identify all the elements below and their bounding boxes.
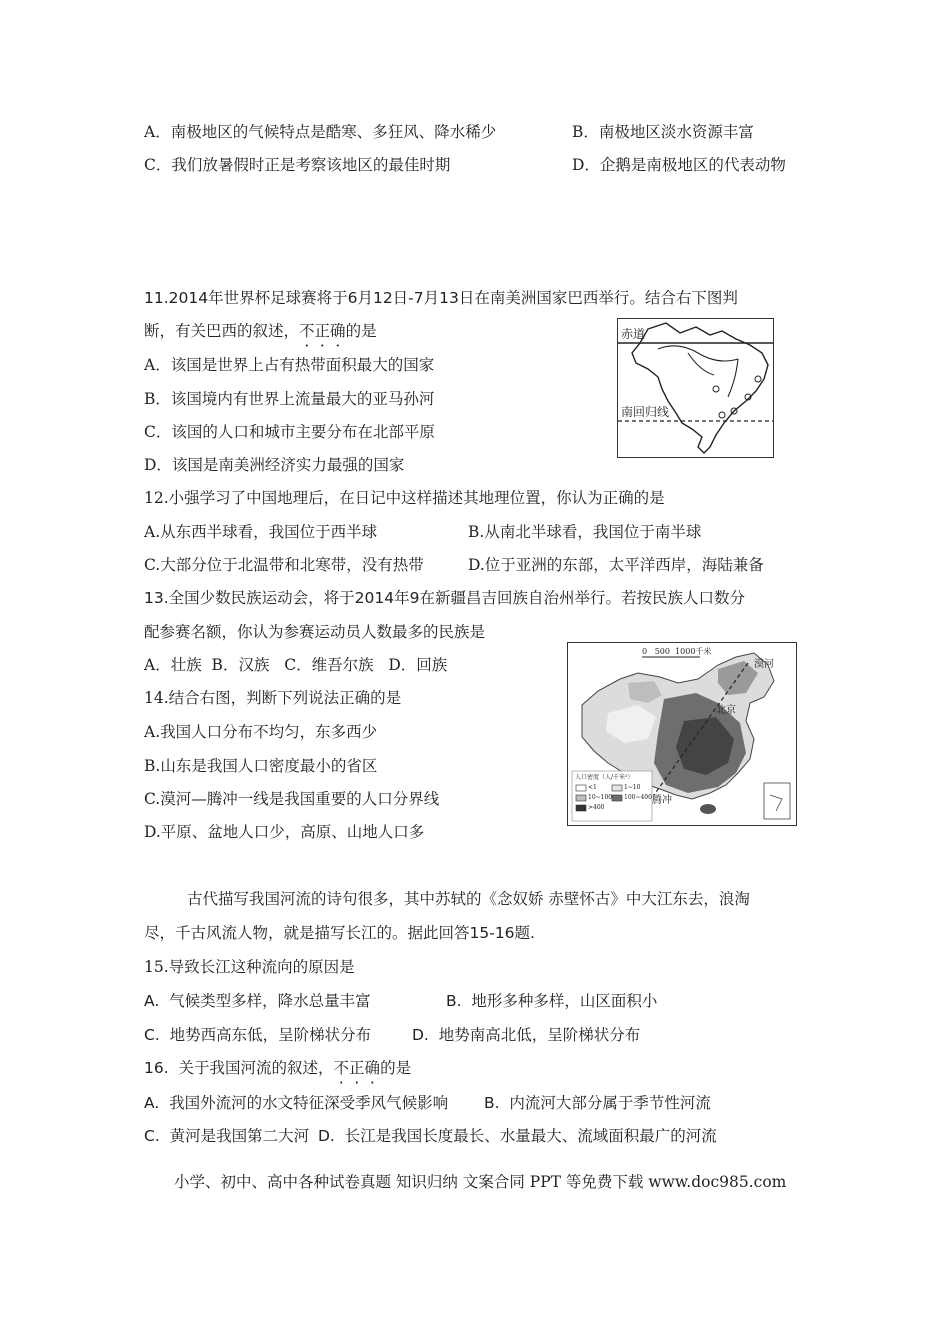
q13-stem-line2: 配参赛名额，你认为参赛运动员人数最多的民族是 xyxy=(144,623,486,641)
q12-stem: 12.小强学习了中国地理后，在日记中这样描述其地理位置，你认为正确的是 xyxy=(144,489,665,507)
q16-stem-text: 16. 关于我国河流的叙述， xyxy=(144,1059,334,1077)
tropic-of-capricorn-label: 南回归线 xyxy=(621,405,670,419)
emphasis-char: 正 xyxy=(349,1059,365,1077)
q16-option-d: D. 长江是我国长度最长、水量最大、流域面积最广的河流 xyxy=(318,1127,717,1145)
city-label-tengchong: 腾冲 xyxy=(652,795,672,806)
legend-item: <1 xyxy=(588,784,597,791)
legend-item: >400 xyxy=(588,804,605,811)
q13-stem-line1: 13.全国少数民族运动会，将于2014年9在新疆昌吉回族自治州举行。若按民族人口数分 xyxy=(144,589,745,607)
q15-stem: 15.导致长江这种流向的原因是 xyxy=(144,958,355,976)
q16-option-b: B. 内流河大部分属于季节性河流 xyxy=(484,1094,711,1112)
q11-stem-line1: 11.2014年世界杯足球赛将于6月12日-7月13日在南美洲国家巴西举行。结合右下图判 xyxy=(144,289,738,307)
q10-option-c: C．我们放暑假时正是考察该地区的最佳时期 xyxy=(144,156,451,174)
q16-option-c: C. 黄河是我国第二大河 xyxy=(144,1127,310,1145)
q11-option-b: B．该国境内有世界上流量最大的亚马孙河 xyxy=(144,390,435,408)
legend-item: 100~400 xyxy=(624,794,652,801)
q11-option-d: D．该国是南美洲经济实力最强的国家 xyxy=(144,456,405,474)
q15-option-d: D. 地势南高北低，呈阶梯状分布 xyxy=(412,1026,641,1044)
q16-stem-text: 的是 xyxy=(380,1059,412,1077)
q15-option-b: B. 地形多种多样，山区面积小 xyxy=(446,992,658,1010)
q15-option-c: C. 地势西高东低，呈阶梯状分布 xyxy=(144,1026,372,1044)
q14-stem: 14.结合右图，判断下列说法正确的是 xyxy=(144,689,402,707)
q11-option-a: A．该国是世界上占有热带面积最大的国家 xyxy=(144,356,435,374)
q14-option-a: A.我国人口分布不均匀，东多西少 xyxy=(144,723,378,741)
q14-option-d: D.平原、盆地人口少，高原、山地人口多 xyxy=(144,823,425,841)
city-label-mohe: 漠河 xyxy=(754,659,774,670)
brazil-map xyxy=(617,318,774,458)
legend-title: 人口密度（人/千米²） xyxy=(575,774,634,781)
emphasis-char: 确 xyxy=(330,322,346,340)
q12-option-b: B.从南北半球看，我国位于南半球 xyxy=(468,523,702,541)
emphasis-char: 确 xyxy=(364,1059,381,1077)
q13-options: A．壮族 B．汉族 C．维吾尔族 D．回族 xyxy=(144,656,448,674)
q11-option-c: C．该国的人口和城市主要分布在北部平原 xyxy=(144,423,435,441)
q16-stem xyxy=(144,1058,411,1078)
legend-item: 1~10 xyxy=(624,784,641,791)
q15-option-a: A. 气候类型多样，降水总量丰富 xyxy=(144,992,371,1010)
q12-option-c: C.大部分位于北温带和北寒带，没有热带 xyxy=(144,556,424,574)
equator-label: 赤道 xyxy=(621,327,646,341)
q10-option-b: B．南极地区淡水资源丰富 xyxy=(572,123,754,141)
passage-line2: 尽，千古风流人物，就是描写长江的。据此回答15-16题. xyxy=(144,924,535,942)
q11-stem-line2 xyxy=(144,321,377,341)
passage-line1: 古代描写我国河流的诗句很多，其中苏轼的《念奴娇 赤壁怀古》中大江东去，浪淘 xyxy=(187,890,750,908)
china-population-map xyxy=(567,642,797,826)
emphasis-char: 正 xyxy=(314,322,331,340)
q11-stem-text: 断，有关巴西的叙述， xyxy=(144,322,300,340)
q16-option-a: A. 我国外流河的水文特征深受季风气候影响 xyxy=(144,1094,449,1112)
legend-item: 10~100 xyxy=(588,794,613,801)
q12-option-d: D.位于亚洲的东部，太平洋西岸，海陆兼备 xyxy=(468,556,764,574)
footer-text: 小学、初中、高中各种试卷真题 知识归纳 文案合同 PPT 等免费下载 www.doc985.com xyxy=(174,1173,787,1191)
emphasis-char: 不 xyxy=(299,322,315,340)
q10-option-a: A．南极地区的气候特点是酷寒、多狂风、降水稀少 xyxy=(144,123,497,141)
q11-stem-text: 的是 xyxy=(345,322,377,340)
map-scale: 0 500 1000千米 xyxy=(642,647,712,656)
city-label-beijing: 北京 xyxy=(716,705,736,716)
q12-option-a: A.从东西半球看，我国位于西半球 xyxy=(144,523,378,541)
q14-option-c: C.漠河—腾冲一线是我国重要的人口分界线 xyxy=(144,790,440,808)
q10-option-d: D．企鹅是南极地区的代表动物 xyxy=(572,156,786,174)
emphasis-char: 不 xyxy=(333,1059,350,1077)
q14-option-b: B.山东是我国人口密度最小的省区 xyxy=(144,757,378,775)
